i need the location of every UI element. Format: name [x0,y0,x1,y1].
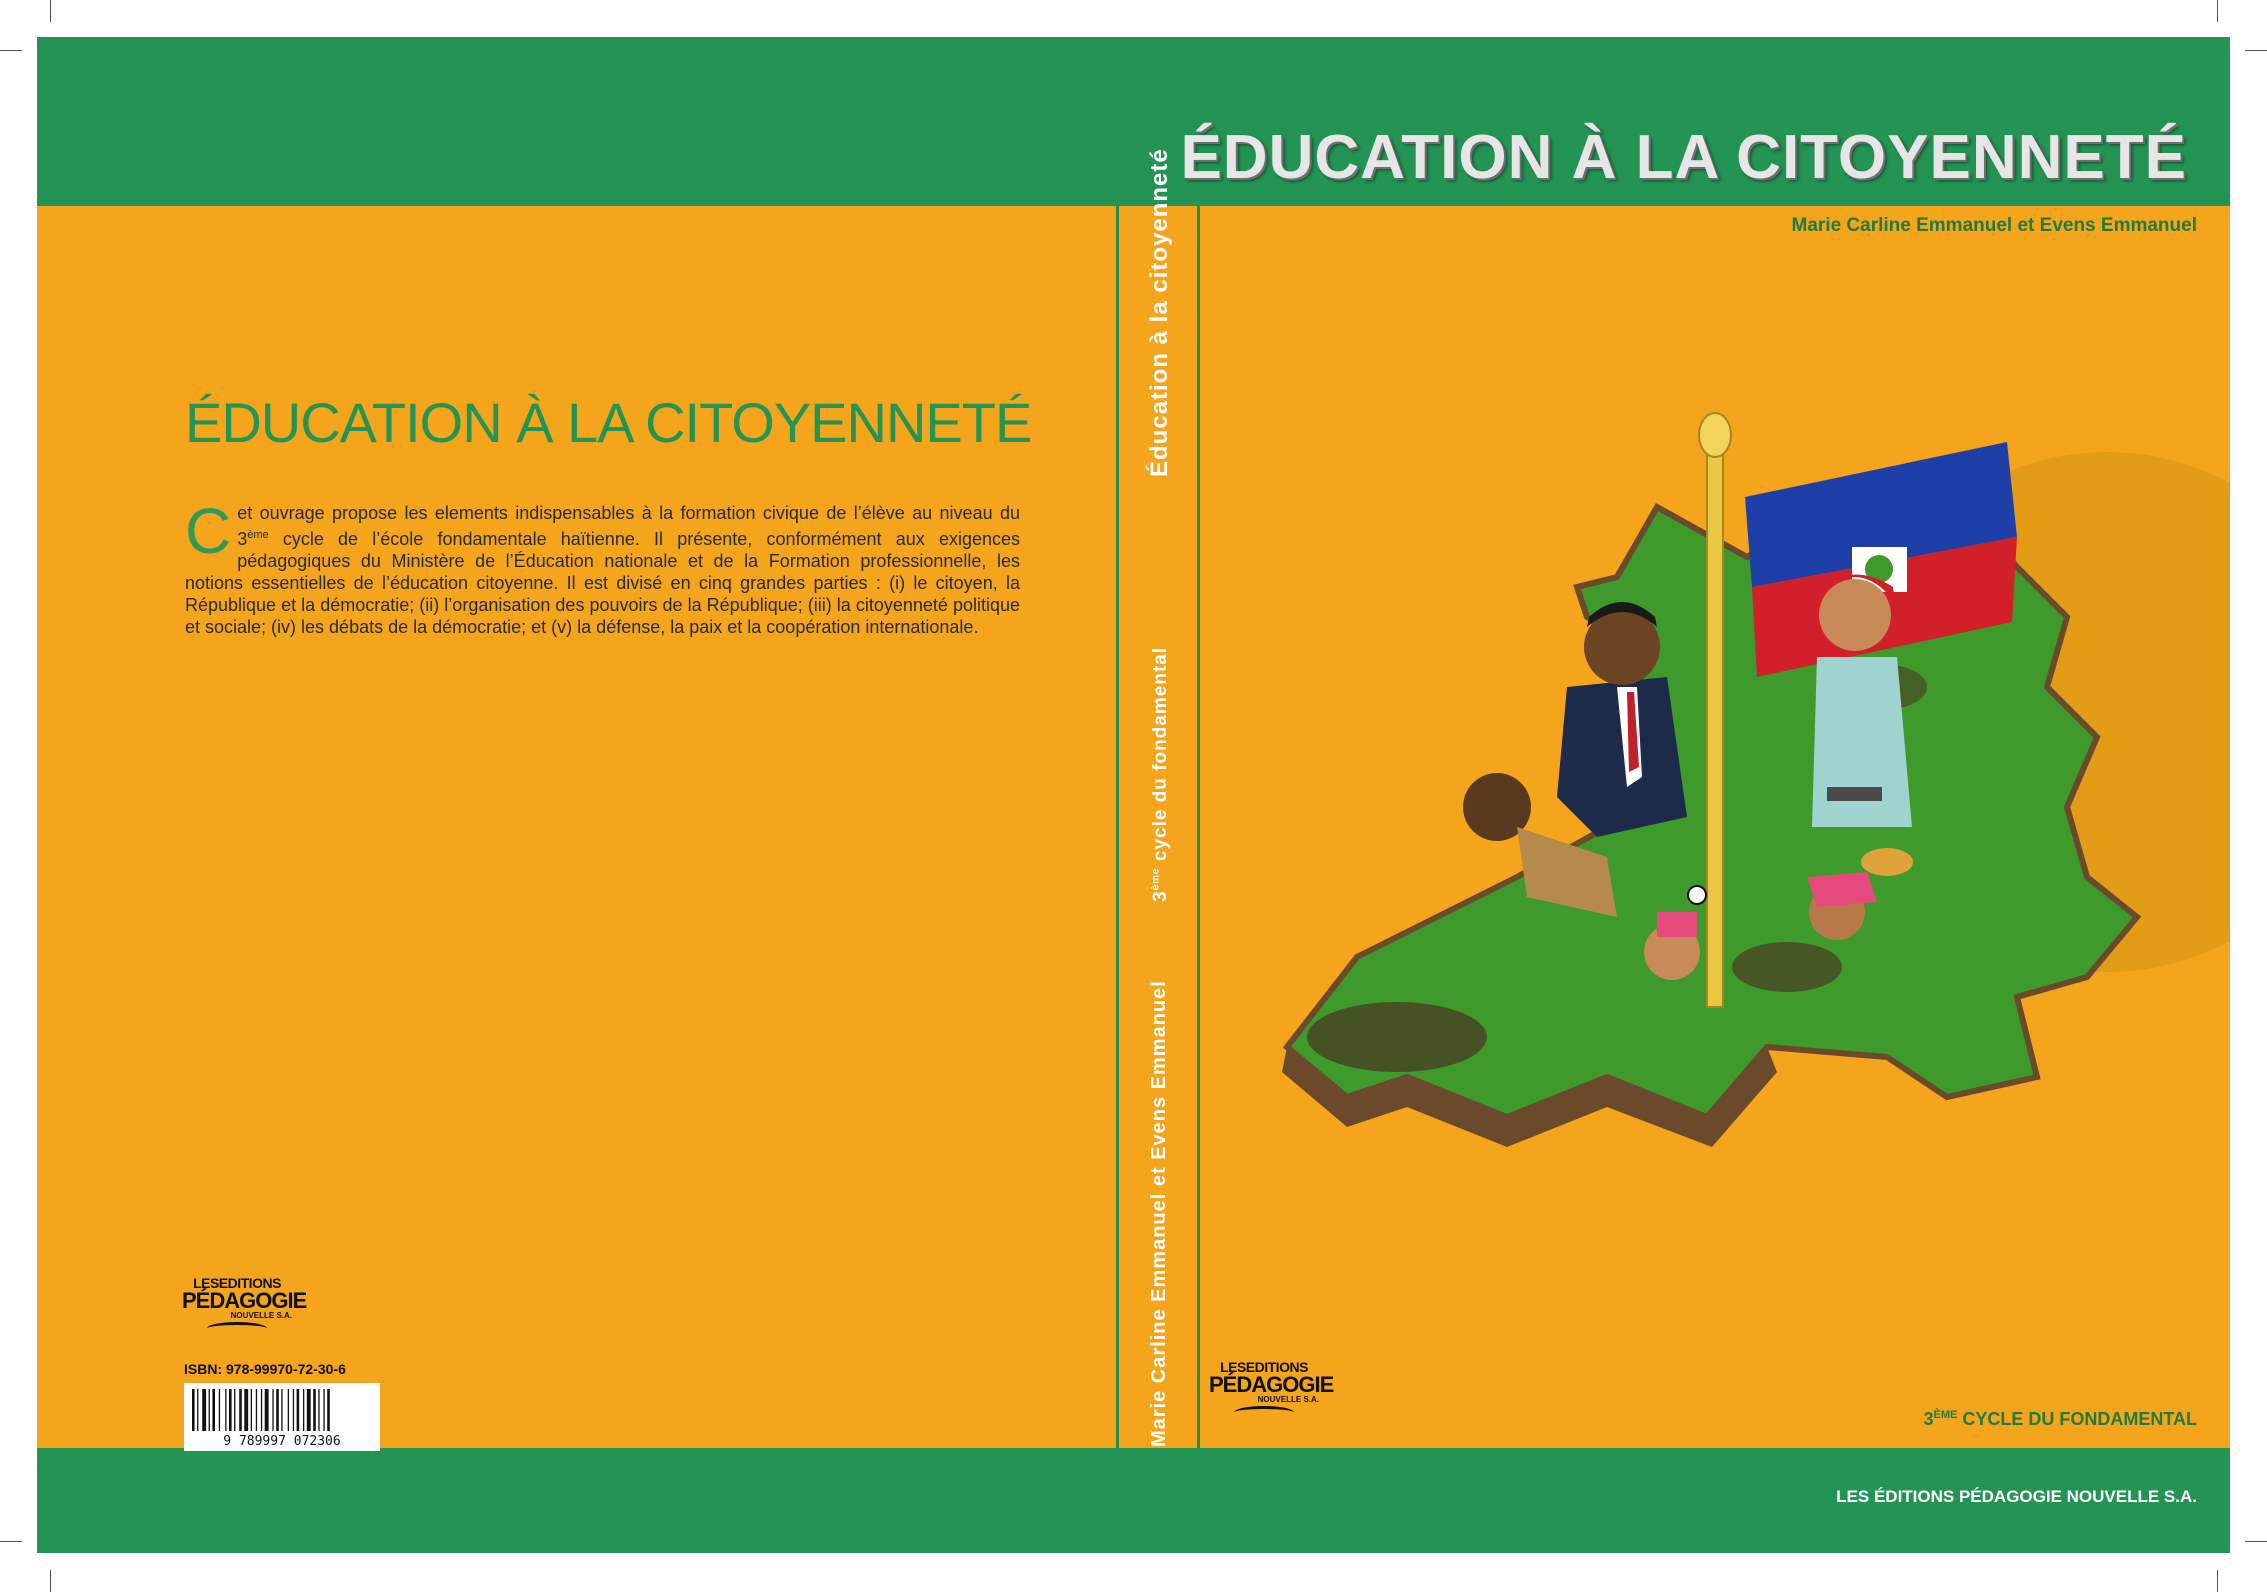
blurb-text-continued: cycle de l’école fondamentale haïtienne. Il présente, conformément aux exigences pédagogiques du Ministère de l’Éducation nationale et de la Formation professionnelle, les notions essentielles de l’éducation citoyenne. Il est divisé en cinq grandes parties : (i) le citoyen, la République et la démocratie; (ii) l’organisation des pouvoirs de la République; (iii) la citoyenneté politique et sociale; (iv) les débats de la démocratie; et (v) la défense, la paix et la coopération internationale. [185,529,1020,637]
spine-authors: Marie Carline Emmanuel et Evens Emmanuel [1148,980,1170,1447]
crop-mark [2245,1541,2267,1542]
barcode [184,1383,380,1451]
bare-earth-patch [1732,942,1842,992]
logo-line3: NOUVELLE S.A. [230,1311,292,1320]
isbn-label: ISBN: 978-99970-72-30-6 [184,1361,346,1377]
barcode-number: 9 789997 072306 [223,1434,341,1449]
blurb-text: et ouvrage propose les elements indispensables à la formation civique de l’élève au niveau du 3 [237,503,1020,549]
cover-illustration [1187,357,2187,1257]
soccer-ball [1688,886,1706,904]
publisher-logo-front [1209,1359,1334,1419]
book-icon [1234,1406,1294,1419]
crop-mark [2217,1570,2218,1592]
crop-mark [0,50,22,51]
bare-earth-patch [1307,1002,1487,1072]
front-cover-cycle [1537,1409,2197,1430]
front-cycle-prefix: 3 [1923,1409,1934,1429]
front-cycle-rest: CYCLE DU FONDAMENTAL [1957,1409,2197,1429]
logo-line2: PÉDAGOGIE [182,1288,307,1313]
spine-title: Éducation à la citoyenneté [1146,148,1173,477]
spine-cycle-rest: cycle du fondamental [1150,646,1171,868]
barcode-bars [192,1389,372,1431]
blurb-superscript: ème [247,529,269,541]
back-cover-title: ÉDUCATION À LA CITOYENNETÉ [185,391,1032,454]
logo-line2: PÉDAGOGIE [1209,1372,1334,1397]
book-cover-spread [37,37,2230,1553]
crop-mark [2245,50,2267,51]
front-cycle-superscript: ÈME [1933,1409,1958,1421]
logo-line3: NOUVELLE S.A. [1257,1395,1319,1404]
flag-pole [1707,447,1723,1007]
book-icon [207,1322,267,1335]
front-cover-authors: Marie Carline Emmanuel et Evens Emmanuel [1791,215,2197,236]
blurb-dropcap: C [185,495,232,567]
fruit-basket [1861,848,1913,876]
crop-mark [50,1570,51,1592]
crop-mark [50,0,51,22]
crop-mark [0,1541,22,1542]
spine-cycle [1150,647,1172,902]
flag-pole-finial [1699,413,1731,457]
logo-line1: LESEDITIONS [193,1275,281,1291]
front-cover-title: ÉDUCATION À LA CITOYENNETÉ [1180,123,2187,192]
crop-mark [2217,0,2218,22]
logo-line1: LESEDITIONS [1220,1359,1308,1375]
spine-cycle-superscript: ème [1150,867,1162,891]
publisher-logo-back [182,1275,307,1335]
front-cover-publisher: LES ÉDITIONS PÉDAGOGIE NOUVELLE S.A. [1836,1487,2197,1506]
back-cover-blurb [185,495,1020,638]
spine-cycle-prefix: 3 [1150,890,1171,902]
